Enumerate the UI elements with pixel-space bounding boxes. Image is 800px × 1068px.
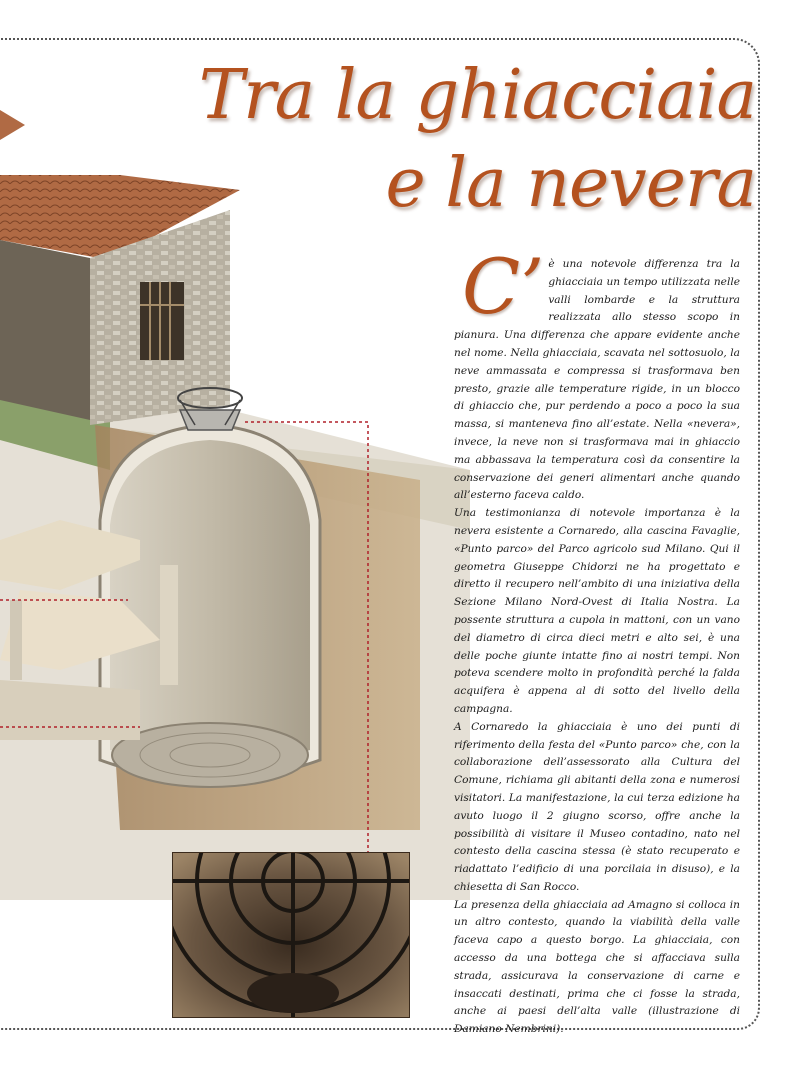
paragraph-1-text: è una notevole differenza tra la ghiacciaia un tempo utilizzata nelle valli lombarde e la struttura realizzata allo stesso scopo in pianura. Una differenza che appare evidente anche nel nome. Nella ghiacciaia, scavata nel sottosuolo, la neve ammassata e compressa si trasformava ben presto, grazie alle temperature rigide, in un blocco di ghiaccio che, pur perdendo a poco a poco la sua massa, si manteneva fino all’estate. Nella «nevera», invece, la neve non si trasformava mai in ghiaccio ma abbassava la temperatura così da consentire la conservazione dei generi alimentari anche quando all’esterno faceva caldo.: [454, 258, 740, 502]
title-line-2: e la nevera: [385, 144, 756, 223]
article-body: [454, 242, 740, 1039]
hatch-grating-photo: [172, 852, 410, 1018]
paragraph-2: Una testimonianza di notevole importanza è la nevera esistente a Cornaredo, alla cascina Favaglie, «Punto parco» del Parco agricolo sud Milano. Qui il geometra Giuseppe Chidorzi ne ha progettato e diretto il recupero nell’ambito di una iniziativa della Sezione Milano Nord-Ovest di Italia Nostra. La possente struttura a cupola in mattoni, con un vano del diametro di circa dieci metri e alto sei, è una delle poche giunte intatte fino ai nostri tempi. Non poteva scendere molto in profondità perché la falda acquifera è appena al di sotto del livello della campagna.: [454, 507, 740, 715]
paragraph-1: [454, 242, 740, 505]
drop-cap: C’: [462, 242, 545, 331]
paragraph-4: La presenza della ghiacciaia ad Amagno si colloca in un altro contesto, quando la viabilità della valle faceva capo a questo borgo. La ghiacciaia, con accesso da una bottega che si affacciava sulla strada, assicurava la conservazione di carne e insaccati destinati, prima che ci fosse la strada, anche ai paesi dell’alta valle (illustrazione di Damiano Nembrini).: [454, 898, 740, 1036]
title-line-1: Tra la ghiacciaia: [198, 56, 756, 135]
article-title: [199, 52, 756, 228]
paragraph-3: A Cornaredo la ghiacciaia è uno dei punti di riferimento della festa del «Punto parco» che, con la collaborazione dell’assessorato alla Cultura del Comune, richiama gli abitanti della zona e numerosi visitatori. La manifestazione, la cui terza edizione ha avuto luogo il 2 giugno scorso, offre anche la possibilità di visitare il Museo contadino, nato nel contesto della cascina stessa (è stato recuperato e riadattato l’edificio di una porcilaia in disuso), e la chiesetta di San Rocco.: [454, 720, 740, 893]
